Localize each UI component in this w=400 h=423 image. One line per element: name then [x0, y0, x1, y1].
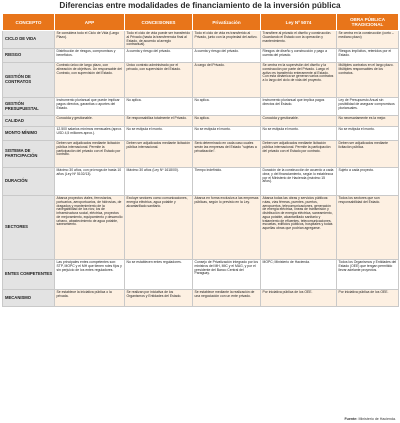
- concept-cell: DURACIÓN: [3, 168, 55, 196]
- concept-cell: SECTORES: [3, 196, 55, 260]
- concept-cell: CICLO DE VIDA: [3, 31, 55, 49]
- concept-cell: MECANISMO: [3, 290, 55, 307]
- table-row: [3, 260, 399, 290]
- cell-concesiones: Se realizan por iniciativa de los Organismos y Entidades del Estado.: [125, 290, 193, 307]
- concept-cell: SISTEMA DE PARTICIPACIÓN: [3, 141, 55, 168]
- cell-ley-5074: Riesgos de diseño y construcción y pago a cuenta del privado.: [261, 49, 337, 63]
- cell-app: Distribución de riesgos, compromisos y beneficios.: [55, 49, 125, 63]
- concept-cell: ENTES COMPETENTES: [3, 260, 55, 290]
- header-ley-5074: Ley Nº 5074: [261, 14, 337, 31]
- table-row: [3, 141, 399, 168]
- cell-privatizacion: Se establece mediante la realización de una negociación con un ente privado.: [193, 290, 261, 307]
- cell-concesiones: No se establecen entes reguladores.: [125, 260, 193, 290]
- table-row: [3, 116, 399, 127]
- cell-ley-5074: Por iniciativa pública de los OEE.: [261, 290, 337, 307]
- cell-obra-publica: No se estipula el monto.: [337, 127, 399, 141]
- cell-privatizacion: Tiempo indefinido.: [193, 168, 261, 196]
- cell-concesiones: Todo el ciclo de vida puede ser transferido al Privado (hasta la transferencia final al Estado, de acuerdo al arreglo contractual).: [125, 31, 193, 49]
- cell-app: Deben ser adjudicados mediante licitación pública internacional. Permite la participación del privado con el Estado por contrato.: [55, 141, 125, 168]
- table-row: [3, 31, 399, 49]
- cell-privatizacion: A cuenta y riesgo del privado.: [193, 49, 261, 63]
- table-header-row: [3, 14, 399, 31]
- cell-app: Abarca proyectos viales, ferroviarios, portuarios, aeroportuarios, de hidrovías, de dragados y mantenimiento de la navegabilidad de los ríos; los de infraestructura social, eléctrica, proyectos de mejoramiento, equipamiento y desarrollo urbano, abastecimiento de agua potable, saneamiento.: [55, 196, 125, 260]
- cell-app: Conocida y gestionable.: [55, 116, 125, 127]
- cell-ley-5074: No se estipula el monto.: [261, 127, 337, 141]
- concept-cell: GESTIÓN PRESUPUESTAL: [3, 98, 55, 116]
- cell-obra-publica: No necesariamente es la mejor.: [337, 116, 399, 127]
- cell-app: Las principales entes competentes son: STP, MOPC y el MH que tienen roles fijos y sin perjuicio de los entes reguladores.: [55, 260, 125, 290]
- table-row: [3, 196, 399, 260]
- cell-privatizacion: Consejo de Privatización integrado por los ministros del MH, MIC y el MAG, y por el presidente del Banco Central del Paraguay.: [193, 260, 261, 290]
- concept-cell: MONTO MÍNIMO: [3, 127, 55, 141]
- table-row: [3, 49, 399, 63]
- cell-ley-5074: Abarca todas las obras y servicios públicos: rutas, vías férreas, puentes, puertos, aeropuertos, telecomunicaciones, generación de energía eléctrica, líneas de transmisión y distribución de energía eléctrica, saneamiento, agua potable, alcantarillado sanitario y tratamiento de efluentes, telecomunicaciones, escuelas, edificios públicos, hospitales y todas aquellas obras que podrían agregarse.: [261, 196, 337, 260]
- header-app: APP: [55, 14, 125, 31]
- concept-cell: CALIDAD: [3, 116, 55, 127]
- cell-privatizacion: No aplica.: [193, 98, 261, 116]
- cell-concesiones: No aplica.: [125, 98, 193, 116]
- cell-ley-5074: MOPC; Ministerio de Hacienda.: [261, 260, 337, 290]
- cell-privatizacion: No aplica.: [193, 116, 261, 127]
- cell-concesiones: Deben ser adjudicados mediante licitación pública internacional.: [125, 141, 193, 168]
- cell-app: Se considera todo el Ciclo de Vida (Largo Plazo).: [55, 31, 125, 49]
- table-row: [3, 98, 399, 116]
- cell-obra-publica: Sujeto a cada proyecto.: [337, 168, 399, 196]
- cell-concesiones: A cuenta y riesgo del privado.: [125, 49, 193, 63]
- cell-privatizacion: Será determinado en cada caso cuales serán las empresas del Estado "sujetas a privatización".: [193, 141, 261, 168]
- cell-privatizacion: Todo el ciclo de vida es transferido al Privado, junto con la propiedad del activo.: [193, 31, 261, 49]
- cell-privatizacion: No se estipula el monto.: [193, 127, 261, 141]
- cell-concesiones: Máximo 30 años (Ley Nº 1618/00).: [125, 168, 193, 196]
- header-concepto: CONCEPTO: [3, 14, 55, 31]
- cell-privatizacion: A cargo del Privado.: [193, 63, 261, 98]
- cell-ley-5074: Instrumento plurianual que implica pagos directos del Estado.: [261, 98, 337, 116]
- cell-app: Instrumento plurianual que puede implicar pagos directos, garantías o aportes del Estado.: [55, 98, 125, 116]
- source-label: Fuente:: [344, 417, 358, 421]
- cell-app: Contrato único de largo plazo, con alineación de objetivos. Un responsable del Contrato, con supervisión del Estado.: [55, 63, 125, 98]
- cell-obra-publica: Deben ser adjudicados mediante licitación pública.: [337, 141, 399, 168]
- table-row: [3, 168, 399, 196]
- cell-ley-5074: Transfiere al privado el diseño y construcción. Guardando el Estado con la operación y mantenimiento.: [261, 31, 337, 49]
- cell-obra-publica: Múltiples contratos en el largo plazo. Múltiples responsables de los contratos.: [337, 63, 399, 98]
- header-obra-publica: OBRA PÚBLICA TRADICIONAL: [337, 14, 399, 31]
- cell-ley-5074: Duración de la construcción de acuerdo a cada obra; y del financiamiento, según lo establezca por el Ministerio de Hacienda (máximo 15 años).: [261, 168, 337, 196]
- cell-app: Se establece la iniciativa pública o la privada.: [55, 290, 125, 307]
- cell-concesiones: Excluye sectores como comunicaciones, energía eléctrica, agua potable y alcantarillado sanitario.: [125, 196, 193, 260]
- cell-ley-5074: Deben ser adjudicados mediante licitación pública internacional. Permite la participación del privado con el Estado por contrato.: [261, 141, 337, 168]
- cell-ley-5074: Conocida y gestionable.: [261, 116, 337, 127]
- source-note: [344, 417, 396, 421]
- table-row: [3, 290, 399, 307]
- concept-cell: GESTIÓN DE CONTRATOS: [3, 63, 55, 98]
- cell-concesiones: No se estipula el monto.: [125, 127, 193, 141]
- header-privatizacion: Privatización: [193, 14, 261, 31]
- cell-obra-publica: Todos los sectores que son responsabilidad del Estado.: [337, 196, 399, 260]
- concept-cell: RIESGO: [3, 49, 55, 63]
- cell-obra-publica: Por iniciativa pública de los OEE.: [337, 290, 399, 307]
- source-value: Ministerio de Hacienda.: [358, 417, 396, 421]
- page-title: Diferencias entre modalidades de financiamiento de la inversión pública: [59, 1, 341, 10]
- table-row: [3, 63, 399, 98]
- comparison-table: [2, 13, 399, 307]
- cell-obra-publica: Todos los Organismos y Entidades del Estado (OEE) que tengan permitido llevar adelante proyectos.: [337, 260, 399, 290]
- cell-obra-publica: Ley de Presupuesto Anual sin posibilidad de asegurar compromisos plurianuales.: [337, 98, 399, 116]
- table-body: [3, 31, 399, 307]
- cell-obra-publica: Riesgos implícitos, retenidos por el Estado.: [337, 49, 399, 63]
- cell-ley-5074: Se centra en la supervisión del diseño y la construcción por parte del Privado. Luego el activo es transferido enteramente al Estado. Con esta dinámica se generan varios contratos a lo largo del ciclo de vida del proyecto.: [261, 63, 337, 98]
- cell-app: Máximo 30 años, con prórroga de hasta 10 años (Ley Nº 5102/13).: [55, 168, 125, 196]
- header-concesiones: CONCESIONES: [125, 14, 193, 31]
- cell-obra-publica: Se centra en la construcción (corto – mediano plazo): [337, 31, 399, 49]
- cell-privatizacion: Abarca en forma exclusiva a las empresas públicas, según lo previsto en la Ley.: [193, 196, 261, 260]
- table-row: [3, 127, 399, 141]
- cell-app: 12.500 salarios mínimos mensuales (aprox. USD 4,5 millones aprox.).: [55, 127, 125, 141]
- cell-concesiones: Único contrato administrado por el privado, con supervisión del Estado.: [125, 63, 193, 98]
- cell-concesiones: Se responsabiliza totalmente el Privado.: [125, 116, 193, 127]
